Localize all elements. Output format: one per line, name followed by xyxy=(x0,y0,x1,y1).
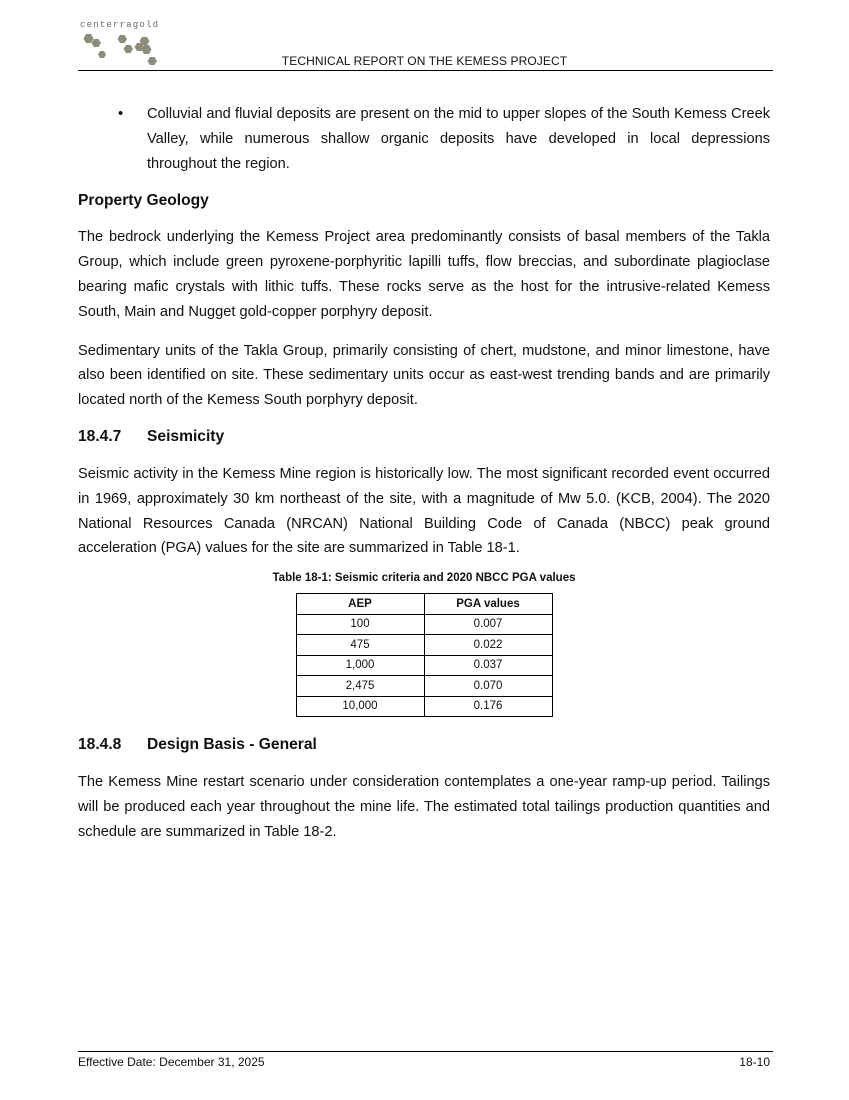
header-divider xyxy=(78,70,773,71)
design-basis-paragraph: The Kemess Mine restart scenario under consideration contemplates a one-year ramp-up period. Tailings will be produced each year throughout the mine life. The estimated total tailings production quantities and schedule are summarized in Table 18-2. xyxy=(78,774,770,840)
aep-cell: 100 xyxy=(296,614,424,635)
property-geology-paragraph-1: The bedrock underlying the Kemess Project area predominantly consists of basal members of the Takla Group, which include green pyroxene-porphyritic lapilli tuffs, flow breccias, and subordinate plagioclase bearing mafic crystals with lithic tuffs. These rocks serve as the host for the intrusive-related Kemess South, Main and Nugget gold-copper porphyry deposit. xyxy=(78,229,770,320)
table-row xyxy=(296,676,552,697)
table-row xyxy=(296,655,552,676)
page-number: 18-10 xyxy=(739,1055,770,1069)
table-header-row xyxy=(296,594,552,615)
table-row xyxy=(296,635,552,656)
pga-cell: 0.007 xyxy=(424,614,552,635)
document-body xyxy=(78,102,770,845)
aep-cell: 10,000 xyxy=(296,696,424,717)
bullet-text: Colluvial and fluvial deposits are present on the mid to upper slopes of the South Kemess Creek Valley, while numerous shallow organic deposits have developed in local depressions throughout the region. xyxy=(147,106,770,172)
section-title: Seismicity xyxy=(147,427,225,445)
pga-cell: 0.037 xyxy=(424,655,552,676)
property-geology-heading: Property Geology xyxy=(78,192,209,210)
aep-cell: 1,000 xyxy=(296,655,424,676)
column-header-aep: AEP xyxy=(296,594,424,615)
logo-wordmark: centerragold xyxy=(80,20,160,30)
seismic-criteria-table xyxy=(296,593,553,717)
column-header-pga: PGA values xyxy=(424,594,552,615)
table-caption: Table 18-1: Seismic criteria and 2020 NBCC PGA values xyxy=(272,572,576,585)
seismicity-heading xyxy=(78,427,770,447)
table-row xyxy=(296,614,552,635)
bullet-icon: • xyxy=(118,106,124,122)
report-header-title: TECHNICAL REPORT ON THE KEMESS PROJECT xyxy=(281,54,568,68)
pga-cell: 0.022 xyxy=(424,635,552,656)
aep-cell: 475 xyxy=(296,635,424,656)
pga-cell: 0.176 xyxy=(424,696,552,717)
table-row xyxy=(296,696,552,717)
section-number: 18.4.7 xyxy=(78,427,122,445)
pga-cell: 0.070 xyxy=(424,676,552,697)
section-number: 18.4.8 xyxy=(78,736,122,754)
aep-cell: 2,475 xyxy=(296,676,424,697)
footer-divider xyxy=(78,1051,773,1052)
seismicity-paragraph: Seismic activity in the Kemess Mine region is historically low. The most significant recorded event occurred in 1969, approximately 30 km northeast of the site, with a magnitude of Mw 5.0. (KCB, 2004). The 2020 National Resources Canada (NRCAN) National Building Code of Canada (NBCC) peak ground acceleration (PGA) values for the site are summarized in Table 18-1. xyxy=(78,465,770,557)
section-title: Design Basis - General xyxy=(147,736,317,754)
property-geology-paragraph-2: Sedimentary units of the Takla Group, primarily consisting of chert, mudstone, and minor limestone, have also been identified on site. These sedimentary units occur as east-west trending bands and are primarily located north of the Kemess South porphyry deposit. xyxy=(78,342,770,409)
bullet-item xyxy=(78,102,770,176)
design-basis-heading xyxy=(78,735,770,755)
effective-date: Effective Date: December 31, 2025 xyxy=(78,1055,265,1069)
